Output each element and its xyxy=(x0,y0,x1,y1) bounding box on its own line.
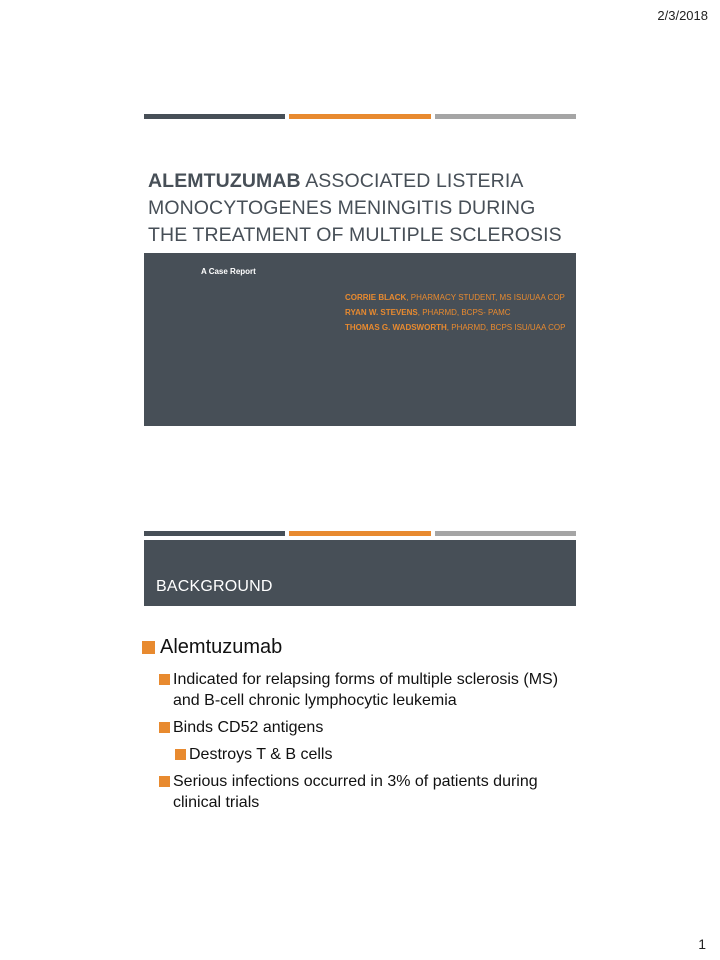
square-bullet-icon xyxy=(159,674,170,685)
bullet-text: Serious infections occurred in 3% of patients during clinical trials xyxy=(173,773,538,811)
square-bullet-icon xyxy=(175,749,186,760)
author-item xyxy=(345,292,571,304)
square-bullet-icon xyxy=(159,722,170,733)
author-credentials: , PHARMACY STUDENT, MS ISU/UAA COP xyxy=(406,293,565,302)
square-bullet-icon xyxy=(159,776,170,787)
bullet-item xyxy=(142,771,582,813)
author-item xyxy=(345,307,571,319)
title-slide xyxy=(144,112,576,428)
slide-title xyxy=(148,168,568,249)
bullet-item xyxy=(142,717,582,738)
author-item xyxy=(345,322,571,334)
square-bullet-icon xyxy=(142,641,155,654)
bullet-item xyxy=(142,669,582,711)
accent-bars xyxy=(144,114,576,119)
header-date: 2/3/2018 xyxy=(657,8,708,23)
author-name: THOMAS G. WADSWORTH xyxy=(345,323,447,332)
section-title: BACKGROUND xyxy=(156,578,273,595)
accent-bar-orange xyxy=(289,531,430,536)
accent-bar-gray xyxy=(435,114,576,119)
author-credentials: , PHARMD, BCPS ISU/UAA COP xyxy=(446,323,566,332)
slide-subtitle: A Case Report xyxy=(201,267,256,276)
title-panel xyxy=(144,253,576,426)
bullet-item xyxy=(142,634,582,660)
accent-bar-gray xyxy=(435,531,576,536)
author-name: RYAN W. STEVENS xyxy=(345,308,418,317)
bullet-text: Indicated for relapsing forms of multiple sclerosis (MS) and B-cell chronic lymphocytic leukemia xyxy=(173,671,559,709)
background-slide xyxy=(144,529,576,829)
author-list xyxy=(345,292,571,337)
accent-bar-dark xyxy=(144,114,285,119)
accent-bars xyxy=(144,531,576,536)
slide-title-rest: ASSOCIATED LISTERIA MONOCYTOGENES MENINGITIS DURING THE TREATMENT OF MULTIPLE SCLEROSIS xyxy=(148,170,562,246)
slide-title-bold: ALEMTUZUMAB xyxy=(148,170,301,192)
bullet-text: Binds CD52 antigens xyxy=(173,719,324,736)
bullet-text: Alemtuzumab xyxy=(160,636,283,658)
accent-bar-orange xyxy=(289,114,430,119)
author-name: CORRIE BLACK xyxy=(345,293,407,302)
accent-bar-dark xyxy=(144,531,285,536)
bullet-item xyxy=(142,744,582,765)
bullet-list xyxy=(142,634,582,819)
page-number: 1 xyxy=(698,936,706,952)
bullet-text: Destroys T & B cells xyxy=(189,746,333,763)
section-title-panel xyxy=(144,540,576,606)
author-credentials: , PHARMD, BCPS- PAMC xyxy=(417,308,511,317)
